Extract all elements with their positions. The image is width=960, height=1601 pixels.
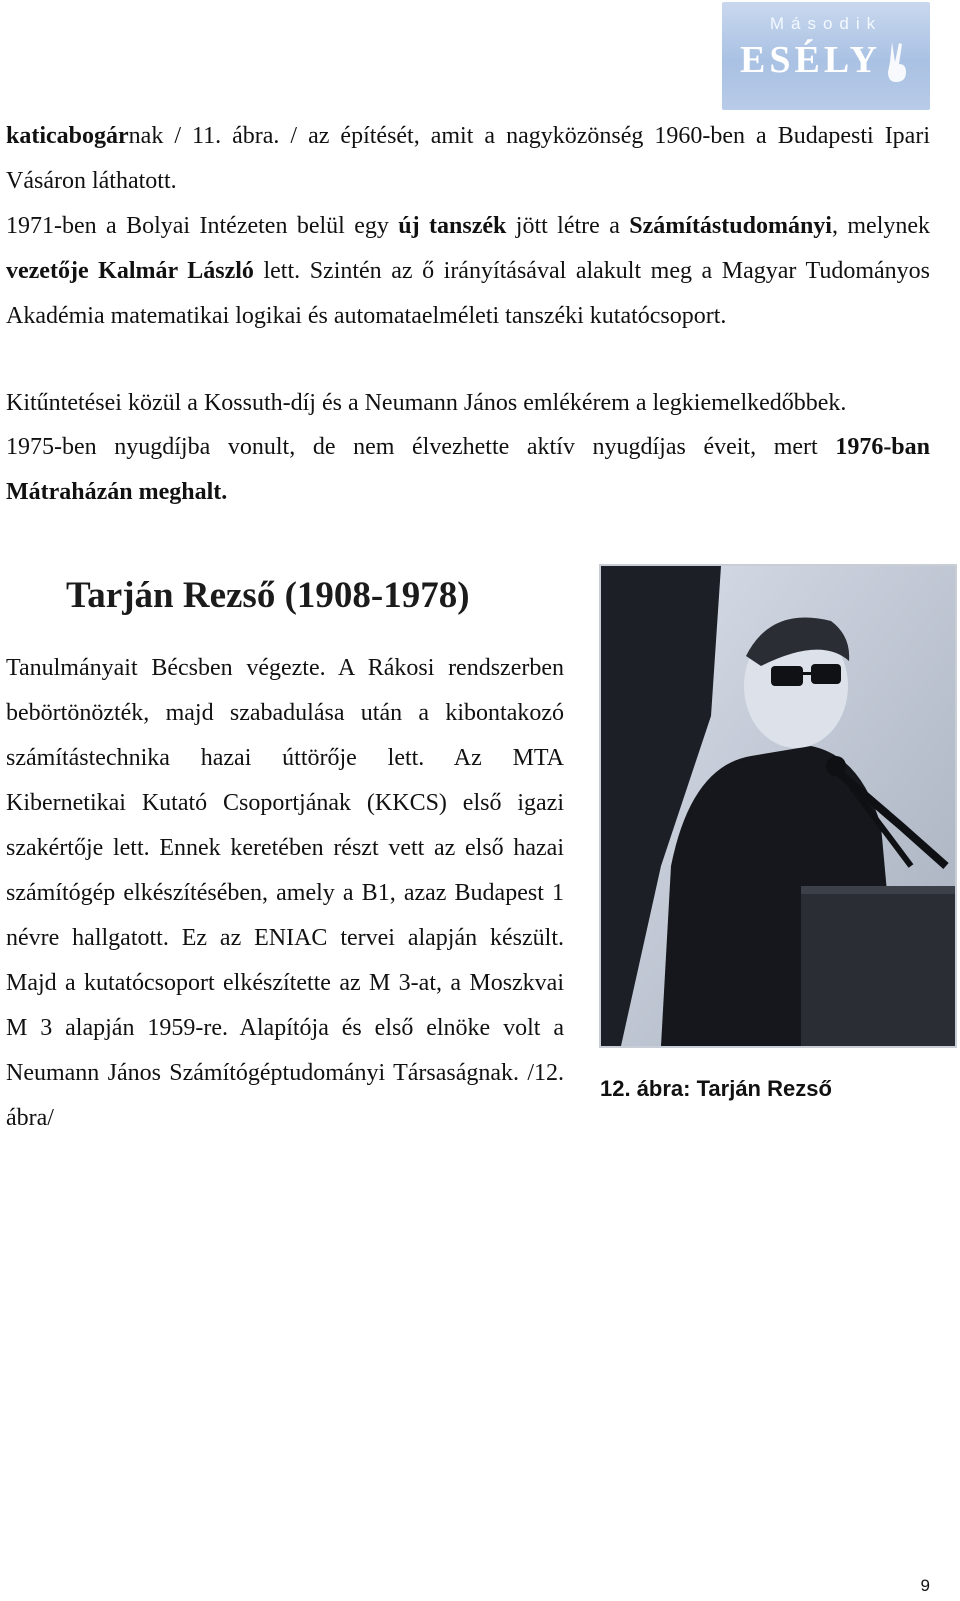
section-heading: Tarján Rezső (1908-1978) <box>66 575 470 616</box>
paragraph-kituntetesek: Kitűntetései közül a Kossuth-díj és a Neumann János emlékérem a legkiemelkedőbbek. <box>6 390 847 416</box>
portrait-image <box>601 566 955 1046</box>
bold-szamitastudomanyi: Számítástudományi <box>629 213 832 239</box>
text-span: 1975-ben nyugdíjba vonult, de nem élvezhette aktív nyugdíjas éveit, mert <box>6 434 836 460</box>
bold-halal: 1976-ban Mátraházán meghalt. <box>6 434 930 505</box>
section-body: Tanulmányait Bécsben végezte. A Rákosi rendszerben bebörtönözték, majd szabadulása után a kibontakozó számítástechnika hazai úttörője lett. Az MTA Kibernetikai Kutató Csoportjának (KKCS) első igazi szakértője lett. Ennek keretében részt vett az első hazai számítógép elkészítésében, amely a B1, azaz Budapest 1 névre hallgatott. Ez az ENIAC tervei alapján készült. Majd a kutatócsoport elkészítette az M 3-at, a Moszkvai M 3 alapján 1959-re. Alapítója és első elnöke volt a Neumann János Számítógéptudományi Társaságnak. /12. ábra/ <box>6 655 564 1131</box>
text-span: lett. Szintén az ő irányításával alakult meg a Magyar Tudományos Akadémia matematikai logikai és automataelméleti tanszéki kutatócsoport. <box>6 258 930 329</box>
bold-kalmar: vezetője Kalmár László <box>6 258 254 284</box>
paragraph-katicabogar <box>6 114 930 204</box>
figure-caption: 12. ábra: Tarján Rezső <box>600 1076 832 1101</box>
paragraph-bolyai <box>6 204 930 339</box>
text-span: jött létre a <box>506 213 630 239</box>
paragraph-nyugdij <box>6 425 930 515</box>
page-number: 9 <box>920 1576 930 1595</box>
text-katicabogar: nak / 11. ábra. / az építését, amit a nagyközönség 1960-ben a Budapesti Ipari Vásáron láthatott. <box>6 123 930 194</box>
logo <box>722 2 930 110</box>
text-span: 1971-ben a Bolyai Intézeten belül egy <box>6 213 399 239</box>
bold-uj-tanszek: új tanszék <box>398 213 507 239</box>
bold-katicabogar: katicabogár <box>6 123 129 149</box>
logo-line-2: ESÉLY <box>740 39 882 81</box>
logo-line-1: Második <box>769 14 883 33</box>
text-span: , melynek <box>831 213 931 239</box>
portrait-photo <box>599 564 957 1048</box>
victory-hand-icon <box>884 40 910 84</box>
